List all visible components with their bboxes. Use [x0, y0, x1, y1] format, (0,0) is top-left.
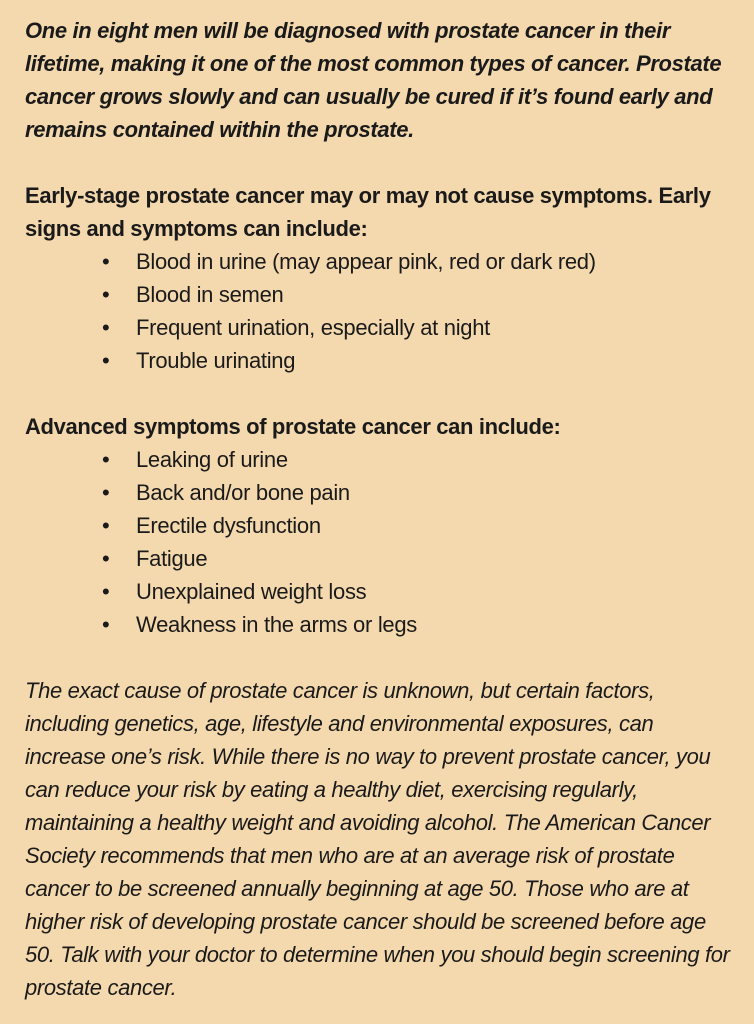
- list-item: [25, 278, 732, 311]
- list-item-text: Weakness in the arms or legs: [136, 612, 417, 637]
- list-item: [25, 311, 732, 344]
- advanced-symptoms-list: [25, 443, 732, 641]
- intro-paragraph: One in eight men will be diagnosed with prostate cancer in their lifetime, making it one of the most common types of cancer. Prostate cancer grows slowly and can usually be cured if it’s found early and remains contained within the prostate.: [25, 18, 722, 142]
- list-item-text: Trouble urinating: [136, 348, 296, 373]
- list-item: [25, 509, 732, 542]
- spacer: [25, 377, 732, 410]
- list-item: [25, 344, 732, 377]
- bullet-icon: •: [102, 546, 110, 571]
- list-item-text: Leaking of urine: [136, 447, 288, 472]
- list-item-text: Blood in semen: [136, 282, 284, 307]
- bullet-icon: •: [102, 513, 110, 538]
- list-item-text: Blood in urine (may appear pink, red or dark red): [136, 249, 596, 274]
- bullet-icon: •: [102, 579, 110, 604]
- list-item-text: Back and/or bone pain: [136, 480, 350, 505]
- list-item: [25, 575, 732, 608]
- early-symptoms-list: [25, 245, 732, 377]
- closing-paragraph: The exact cause of prostate cancer is unknown, but certain factors, including genetics, age, lifestyle and environmental exposures, can increase one’s risk. While there is no way to prevent prostate cancer, you can reduce your risk by eating a healthy diet, exercising regularly, maintaining a healthy weight and avoiding alcohol. The American Cancer Society recommends that men who are at an average risk of prostate cancer to be screened annually beginning at age 50. Those who are at higher risk of developing prostate cancer should be screened before age 50. Talk with your doctor to determine when you should begin screening for prostate cancer.: [25, 678, 730, 1000]
- bullet-icon: •: [102, 447, 110, 472]
- list-item: [25, 476, 732, 509]
- list-item-text: Erectile dysfunction: [136, 513, 321, 538]
- bullet-icon: •: [102, 612, 110, 637]
- list-item: [25, 443, 732, 476]
- early-symptoms-heading: Early-stage prostate cancer may or may not cause symptoms. Early signs and symptoms can include:: [25, 183, 711, 241]
- bullet-icon: •: [102, 315, 110, 340]
- list-item-text: Unexplained weight loss: [136, 579, 367, 604]
- advanced-symptoms-heading: Advanced symptoms of prostate cancer can include:: [25, 414, 561, 439]
- spacer: [25, 641, 732, 674]
- bullet-icon: •: [102, 249, 110, 274]
- spacer: [25, 146, 732, 179]
- bullet-icon: •: [102, 348, 110, 373]
- list-item: [25, 245, 732, 278]
- bullet-icon: •: [102, 282, 110, 307]
- list-item: [25, 542, 732, 575]
- list-item: [25, 608, 732, 641]
- list-item-text: Fatigue: [136, 546, 208, 571]
- bullet-icon: •: [102, 480, 110, 505]
- list-item-text: Frequent urination, especially at night: [136, 315, 490, 340]
